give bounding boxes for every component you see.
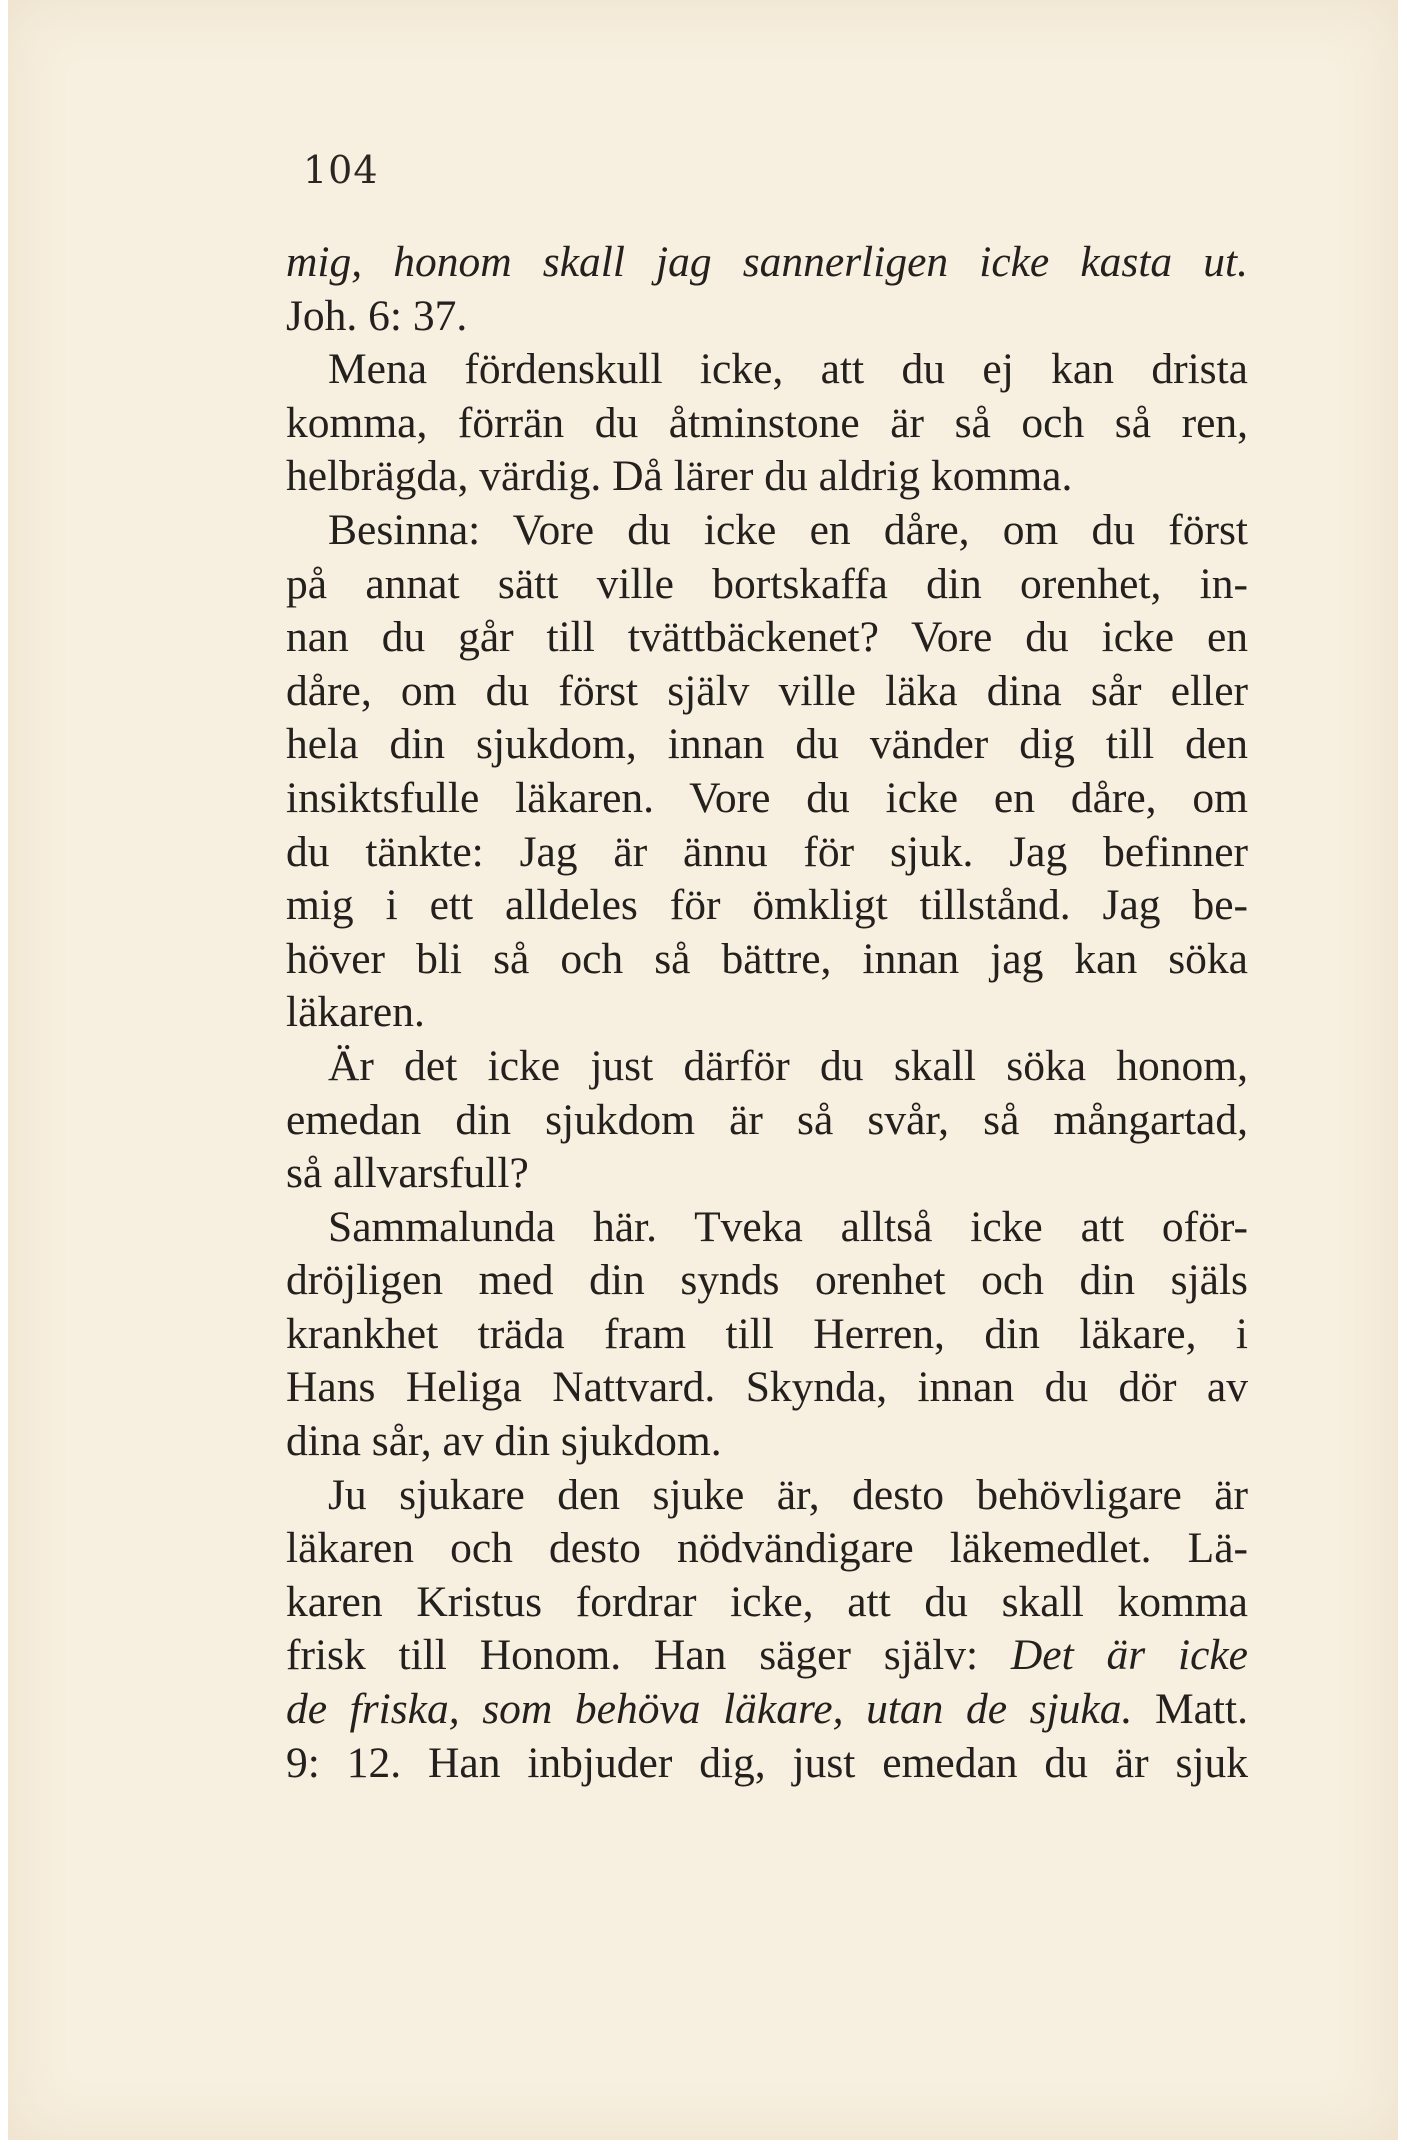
text-line: så allvarsfull? bbox=[286, 1149, 529, 1198]
text-line bbox=[286, 1683, 1248, 1737]
plain-text: Matt. bbox=[1132, 1685, 1248, 1734]
text-line: Hans Heliga Nattvard. Skynda, innan du dör av bbox=[286, 1363, 1248, 1412]
text-line: emedan din sjukdom är så svår, så mångartad, bbox=[286, 1095, 1248, 1144]
paragraph-start-line: Sammalunda här. Tveka alltså icke att oför- bbox=[328, 1202, 1248, 1251]
text-line: mig i ett alldeles för ömkligt tillstånd. Jag be- bbox=[286, 881, 1248, 930]
text-line: nan du går till tvättbäckenet? Vore du icke en bbox=[286, 613, 1248, 662]
paragraph-start-line: Besinna: Vore du icke en dåre, om du först bbox=[328, 505, 1248, 554]
text-line: mig, honom skall jag sannerligen icke kasta ut. bbox=[286, 238, 1248, 286]
text-line: dröjligen med din synds orenhet och din själs bbox=[286, 1256, 1248, 1305]
text-line: hela din sjukdom, innan du vänder dig till den bbox=[286, 720, 1248, 769]
paragraph-start-line: Mena fördenskull icke, att du ej kan drista bbox=[328, 345, 1248, 394]
text-line: helbrägda, värdig. Då lärer du aldrig komma. bbox=[286, 452, 1073, 501]
text-line: dåre, om du först själv ville läka dina sår eller bbox=[286, 666, 1248, 715]
paragraph-start-line: Ju sjukare den sjuke är, desto behövligare är bbox=[328, 1470, 1248, 1519]
text-line: karen Kristus fordrar icke, att du skall komma bbox=[286, 1577, 1248, 1626]
text-line: du tänkte: Jag är ännu för sjuk. Jag befinner bbox=[286, 827, 1248, 876]
page-number: 104 bbox=[303, 148, 379, 192]
book-page bbox=[8, 0, 1398, 2140]
italic-quote: Det är icke bbox=[1010, 1631, 1248, 1680]
text-line: Joh. 6: 37. bbox=[286, 291, 468, 340]
text-line: insiktsfulle läkaren. Vore du icke en dåre, om bbox=[286, 773, 1248, 822]
body-text bbox=[286, 236, 1248, 1790]
text-line: på annat sätt ville bortskaffa din orenhet, in- bbox=[286, 559, 1248, 608]
text-line: höver bli så och så bättre, innan jag kan söka bbox=[286, 934, 1248, 983]
italic-quote: de friska, som behöva läkare, utan de sjuka. bbox=[286, 1685, 1133, 1734]
text-line: krankhet träda fram till Herren, din läkare, i bbox=[286, 1309, 1248, 1358]
text-line: läkaren och desto nödvändigare läkemedlet. Lä- bbox=[286, 1524, 1248, 1573]
plain-text: frisk till Honom. Han säger själv: bbox=[286, 1631, 1011, 1680]
text-line: läkaren. bbox=[286, 988, 425, 1037]
paragraph-start-line: Är det icke just därför du skall söka honom, bbox=[328, 1041, 1248, 1090]
text-line: komma, förrän du åtminstone är så och så ren, bbox=[286, 398, 1248, 447]
text-line: dina sår, av din sjukdom. bbox=[286, 1417, 722, 1466]
text-line bbox=[286, 1629, 1248, 1683]
text-line: 9: 12. Han inbjuder dig, just emedan du är sjuk bbox=[286, 1738, 1248, 1787]
